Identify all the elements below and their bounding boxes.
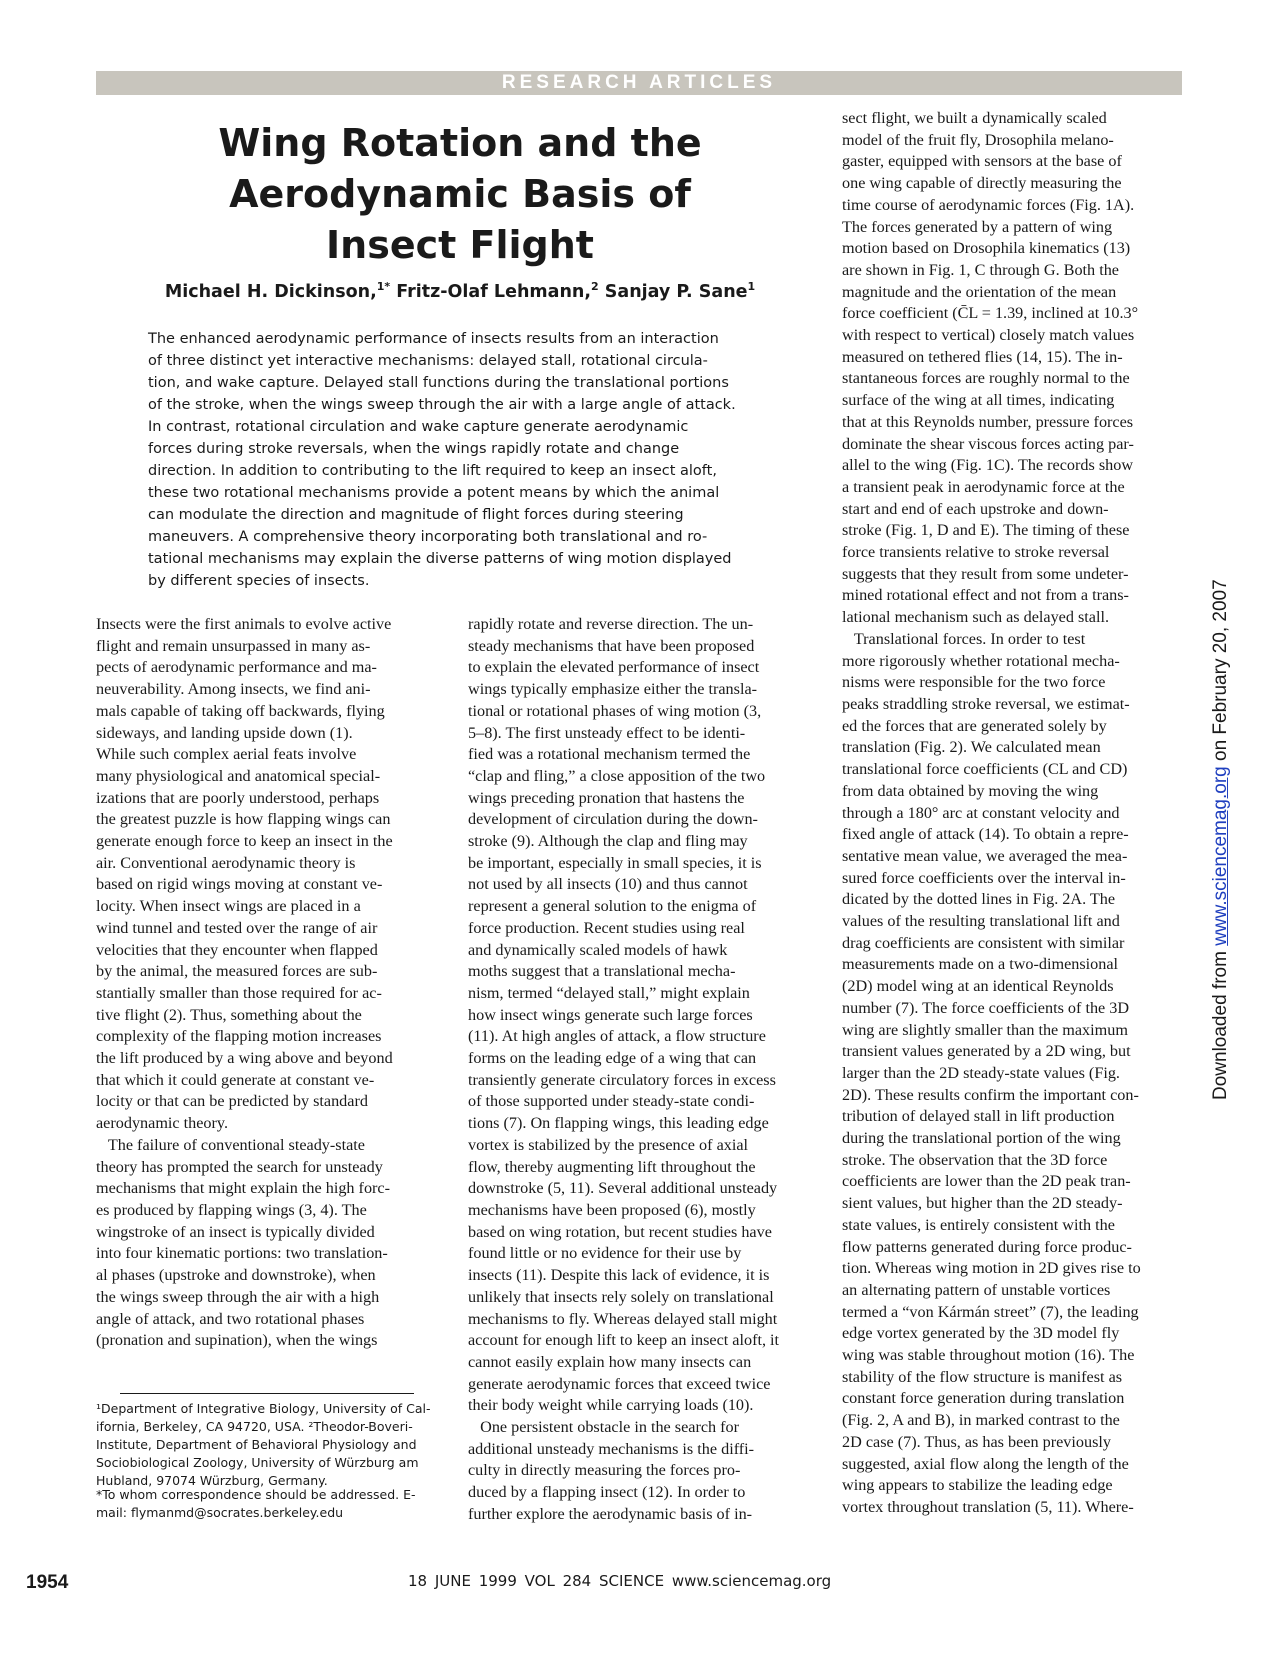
text-line: stroke. The observation that the 3D force [842, 1150, 1108, 1169]
text-line: stantially smaller than those required for ac- [96, 983, 382, 1002]
text-line: many physiological and anatomical special- [96, 766, 381, 785]
text-line: dicated by the dotted lines in Fig. 2A. The [842, 890, 1116, 909]
text-line: coefficients are lower than the 2D peak tran- [842, 1172, 1131, 1191]
text-line: translational force coefficients (CL and CD) [842, 760, 1128, 779]
text-line: nism, termed “delayed stall,” might explain [468, 983, 750, 1002]
journal-footer: 18 JUNE 1999 VOL 284 SCIENCE www.sciencemag.org [408, 1572, 832, 1590]
text-line: state values, is entirely consistent with the [842, 1215, 1115, 1234]
text-line: start and end of each upstroke and down- [842, 499, 1109, 518]
footnote-rule [120, 1393, 414, 1394]
text-line: with respect to vertical) closely match values [842, 326, 1135, 345]
text-line: vortex is stabilized by the presence of axial [468, 1135, 749, 1154]
text-line: Insects were the first animals to evolve active [96, 615, 392, 633]
text-line: stroke (9). Although the clap and fling may [468, 832, 748, 851]
text-line: tions (7). On flapping wings, this leading edge [468, 1114, 769, 1133]
body-column-2 [468, 614, 811, 1526]
text-line: complexity of the flapping motion increases [96, 1027, 382, 1046]
text-line: dominate the shear viscous forces acting par- [842, 434, 1134, 453]
affiliation-footnote [96, 1400, 438, 1490]
text-line: velocities that they encounter when flapped [96, 940, 378, 959]
text-line: Institute, Department of Behavioral Physiology and [96, 1437, 417, 1452]
body-column-3 [842, 108, 1185, 1519]
text-line: The failure of conventional steady-state [96, 1135, 365, 1154]
text-line: The forces generated by a pattern of wing [842, 217, 1113, 236]
text-line: One persistent obstacle in the search for [468, 1418, 740, 1437]
article-title [150, 118, 770, 271]
text-line: wind tunnel and tested over the range of air [96, 918, 378, 937]
download-stamp-prefix: Downloaded from [1210, 945, 1231, 1100]
text-line: time course of aerodynamic forces (Fig. 1A). [842, 195, 1135, 214]
text-line: through a 180° arc at constant velocity and [842, 803, 1120, 822]
text-line: transient values generated by a 2D wing, but [842, 1042, 1131, 1061]
text-line: development of circulation during the down- [468, 810, 758, 829]
text-line: ¹Department of Integrative Biology, University of Cal- [96, 1401, 431, 1416]
text-line: can modulate the direction and magnitude of flight forces during steering [148, 507, 684, 523]
text-line: based on rigid wings moving at constant ve- [96, 875, 383, 894]
text-line: insects (11). Despite this lack of evidence, it is [468, 1266, 770, 1285]
text-line: force production. Recent studies using real [468, 918, 745, 937]
text-line: unlikely that insects rely solely on translational [468, 1287, 774, 1306]
text-line: mail: flymanmd@socrates.berkeley.edu [96, 1505, 344, 1520]
text-line: wing appears to stabilize the leading edge [842, 1476, 1113, 1495]
text-line: the wings sweep through the air with a high [96, 1287, 380, 1306]
text-line: The enhanced aerodynamic performance of insects results from an interaction [148, 331, 719, 347]
text-line: neuverability. Among insects, we find ani- [96, 680, 371, 699]
text-line: nisms were responsible for the two force [842, 673, 1106, 692]
text-line: mined rotational effect and not from a trans- [842, 586, 1129, 605]
title-line: Aerodynamic Basis of [229, 172, 691, 216]
text-line: sentative mean value, we averaged the mea- [842, 846, 1128, 865]
text-line: tion, and wake capture. Delayed stall functions during the translational portions [148, 375, 729, 391]
title-line: Insect Flight [326, 223, 594, 267]
text-line: by the animal, the measured forces are sub- [96, 962, 378, 981]
text-line: stability of the flow structure is manifest as [842, 1367, 1123, 1386]
text-line: constant force generation during translation [842, 1389, 1125, 1408]
text-line: air. Conventional aerodynamic theory is [96, 853, 356, 872]
text-line: *To whom correspondence should be addressed. E- [96, 1487, 416, 1502]
body-column-1 [96, 614, 438, 1352]
text-line: theory has prompted the search for unsteady [96, 1157, 383, 1176]
text-line: forms on the leading edge of a wing that can [468, 1049, 757, 1068]
text-line: their body weight while carrying loads (10). [468, 1396, 754, 1415]
text-line: magnitude and the orientation of the mean [842, 282, 1117, 301]
text-line: peaks straddling stroke reversal, we estimat- [842, 694, 1130, 713]
text-line: to explain the elevated performance of insect [468, 658, 760, 677]
text-line: not used by all insects (10) and thus cannot [468, 875, 748, 894]
text-line: wing was stable throughout motion (16). The [842, 1346, 1135, 1365]
text-line: more rigorously whether rotational mecha- [842, 651, 1120, 670]
text-line: be important, especially in small species, it is [468, 853, 762, 872]
text-line: forces during stroke reversals, when the wings rapidly rotate and change [148, 441, 680, 457]
text-line: transiently generate circulatory forces in excess [468, 1070, 776, 1089]
text-line: surface of the wing at all times, indicating [842, 391, 1115, 410]
download-stamp [1210, 500, 1232, 1100]
text-line: mechanisms that might explain the high forc- [96, 1179, 390, 1198]
text-line: fied was a rotational mechanism termed the [468, 745, 751, 764]
text-line: direction. In addition to contributing to the lift required to keep an insect aloft, [148, 463, 717, 479]
text-line: sient values, but higher than the 2D steady- [842, 1194, 1123, 1213]
text-line: into four kinematic portions: two translation- [96, 1244, 388, 1263]
text-line: izations that are poorly understood, perhaps [96, 788, 380, 807]
text-line: measurements made on a two-dimensional [842, 955, 1119, 974]
text-line: suggested, axial flow along the length of the [842, 1454, 1129, 1473]
text-line: account for enough lift to keep an insect aloft, it [468, 1331, 780, 1350]
correspondence-footnote [96, 1486, 438, 1522]
text-line: the greatest puzzle is how flapping wings can [96, 810, 391, 829]
text-line: tribution of delayed stall in lift production [842, 1107, 1115, 1126]
author-name: Fritz-Olaf Lehmann, [396, 281, 592, 302]
text-line: based on wing rotation, but recent studies have [468, 1222, 772, 1241]
text-line: 5–8). The first unsteady effect to be identi- [468, 723, 746, 742]
author-affiliation-mark: 1 [747, 280, 756, 293]
text-line: While such complex aerial feats involve [96, 745, 357, 764]
text-line: wings typically emphasize either the transla- [468, 680, 758, 699]
text-line: sideways, and landing upside down (1). [96, 723, 353, 742]
text-line: model of the fruit fly, Drosophila melano- [842, 130, 1114, 149]
text-line: stroke (Fig. 1, D and E). The timing of these [842, 521, 1130, 540]
text-line: larger than the 2D steady-state values (Fig. [842, 1063, 1120, 1082]
text-line: sect flight, we built a dynamically scaled [842, 109, 1107, 127]
text-line: al phases (upstroke and downstroke), when [96, 1266, 376, 1285]
text-line: “clap and fling,” a close apposition of the two [468, 766, 766, 785]
text-line: that at this Reynolds number, pressure forces [842, 412, 1134, 431]
text-line: rapidly rotate and reverse direction. The un- [468, 615, 754, 633]
text-line: from data obtained by moving the wing [842, 781, 1099, 800]
text-line: wings preceding pronation that hastens the [468, 788, 745, 807]
text-line: drag coefficients are consistent with similar [842, 933, 1125, 952]
text-line: Sociobiological Zoology, University of Würzburg am [96, 1455, 419, 1470]
text-line: culty in directly measuring the forces pro- [468, 1461, 741, 1480]
text-line: maneuvers. A comprehensive theory incorporating both translational and ro- [148, 529, 708, 545]
text-line: of the stroke, when the wings sweep through the air with a large angle of attack. [148, 397, 736, 413]
text-line: angle of attack, and two rotational phases [96, 1309, 365, 1328]
text-line: termed a “von Kármán street” (7), the leading [842, 1302, 1139, 1321]
text-line: locity. When insect wings are placed in a [96, 897, 361, 916]
author-list [110, 280, 810, 302]
text-line: additional unsteady mechanisms is the diffi- [468, 1439, 755, 1458]
text-line: found little or no evidence for their use by [468, 1244, 742, 1263]
text-line: of three distinct yet interactive mechanisms: delayed stall, rotational circula- [148, 353, 708, 369]
text-line: flow, thereby augmenting lift throughout the [468, 1157, 756, 1176]
text-line: represent a general solution to the enigma of [468, 897, 757, 916]
text-line: measured on tethered flies (14, 15). The in- [842, 347, 1123, 366]
section-header-label: RESEARCH ARTICLES [501, 72, 777, 93]
text-line: number (7). The force coefficients of the 3D [842, 998, 1130, 1017]
text-line: locity or that can be predicted by standard [96, 1092, 368, 1111]
text-line: force transients relative to stroke reversal [842, 543, 1110, 562]
text-line: steady mechanisms that have been proposed [468, 636, 755, 655]
download-stamp-link[interactable]: www.sciencemag.org [1210, 766, 1231, 946]
text-line: es produced by flapping wings (3, 4). The [96, 1200, 367, 1219]
text-line: further explore the aerodynamic basis of in- [468, 1504, 753, 1523]
text-line: fixed angle of attack (14). To obtain a repre- [842, 825, 1129, 844]
text-line: 2D case (7). Thus, as has been previously [842, 1432, 1111, 1451]
text-line: values of the resulting translational lift and [842, 912, 1120, 931]
text-line: sured force coefficients over the interval in- [842, 868, 1126, 887]
text-line: In contrast, rotational circulation and wake capture generate aerodynamic [148, 419, 689, 435]
text-line: 2D). These results confirm the important con- [842, 1085, 1139, 1104]
text-line: mals capable of taking off backwards, flying [96, 701, 385, 720]
text-line: wing are slightly smaller than the maximum [842, 1020, 1128, 1039]
text-line: that which it could generate at constant ve- [96, 1070, 375, 1089]
author-name: Michael H. Dickinson, [164, 281, 377, 302]
author-affiliation-mark: 1* [376, 280, 391, 293]
text-line: mechanisms to fly. Whereas delayed stall might [468, 1309, 778, 1328]
text-line: a transient peak in aerodynamic force at the [842, 477, 1125, 496]
text-line: cannot easily explain how many insects can [468, 1352, 752, 1371]
text-line: pects of aerodynamic performance and ma- [96, 658, 377, 677]
page-number: 1954 [26, 1572, 69, 1593]
download-stamp-suffix: on February 20, 2007 [1210, 579, 1231, 767]
text-line: tion. Whereas wing motion in 2D gives rise to [842, 1259, 1141, 1278]
text-line: translation (Fig. 2). We calculated mean [842, 738, 1101, 757]
text-line: (Fig. 2, A and B), in marked contrast to the [842, 1411, 1120, 1430]
text-line: suggests that they result from some undeter- [842, 564, 1129, 583]
text-line: downstroke (5, 11). Several additional unsteady [468, 1179, 778, 1198]
text-line: an alternating pattern of unstable vortices [842, 1280, 1111, 1299]
text-line: motion based on Drosophila kinematics (13) [842, 239, 1131, 258]
text-line: the lift produced by a wing above and beyond [96, 1049, 393, 1068]
text-line: wingstroke of an insect is typically divided [96, 1222, 375, 1241]
text-line: and dynamically scaled models of hawk [468, 940, 728, 959]
text-line: gaster, equipped with sensors at the base of [842, 152, 1122, 171]
text-line: tional or rotational phases of wing motion (3, [468, 701, 762, 720]
title-line: Wing Rotation and the [218, 121, 702, 165]
author-affiliation-mark: 2 [591, 280, 599, 293]
text-line: tive flight (2). Thus, something about the [96, 1005, 362, 1024]
text-line: (pronation and supination), when the wings [96, 1331, 378, 1350]
text-line: mechanisms have been proposed (6), mostly [468, 1200, 756, 1219]
text-line: by different species of insects. [148, 573, 370, 589]
text-line: (11). At high angles of attack, a flow structure [468, 1027, 766, 1046]
text-line: duced by a flapping insect (12). In order to [468, 1483, 746, 1502]
text-line: Translational forces. In order to test [842, 629, 1086, 648]
text-line: are shown in Fig. 1, C through G. Both the [842, 260, 1119, 279]
text-line: moths suggest that a translational mecha- [468, 962, 736, 981]
text-line: flow patterns generated during force produc- [842, 1237, 1132, 1256]
text-line: generate enough force to keep an insect in the [96, 832, 393, 851]
text-line: during the translational portion of the wing [842, 1129, 1121, 1148]
text-line: how insect wings generate such large forces [468, 1005, 753, 1024]
text-line: of those supported under steady-state condi- [468, 1092, 755, 1111]
text-line: these two rotational mechanisms provide a potent means by which the animal [148, 485, 720, 501]
text-line: generate aerodynamic forces that exceed twice [468, 1374, 771, 1393]
abstract [148, 328, 762, 592]
text-line: lational mechanism such as delayed stall. [842, 608, 1110, 627]
text-line: vortex throughout translation (5, 11). Where- [842, 1498, 1134, 1516]
text-line: (2D) model wing at an identical Reynolds [842, 977, 1114, 996]
text-line: force coefficient (C̄L = 1.39, inclined at 10.3° [842, 304, 1139, 323]
text-line: flight and remain unsurpassed in many as- [96, 636, 371, 655]
text-line: one wing capable of directly measuring the [842, 174, 1122, 193]
text-line: allel to the wing (Fig. 1C). The records show [842, 456, 1134, 475]
text-line: ed the forces that are generated solely by [842, 716, 1107, 735]
text-line: Hubland, 97074 Würzburg, Germany. [96, 1473, 328, 1488]
text-line: edge vortex generated by the 3D model fly [842, 1324, 1120, 1343]
text-line: stantaneous forces are roughly normal to the [842, 369, 1130, 388]
text-line: ifornia, Berkeley, CA 94720, USA. ²Theodor-Boveri- [96, 1419, 413, 1434]
text-line: aerodynamic theory. [96, 1114, 228, 1133]
author-name: Sanjay P. Sane [604, 281, 748, 302]
text-line: tational mechanisms may explain the diverse patterns of wing motion displayed [148, 551, 732, 567]
